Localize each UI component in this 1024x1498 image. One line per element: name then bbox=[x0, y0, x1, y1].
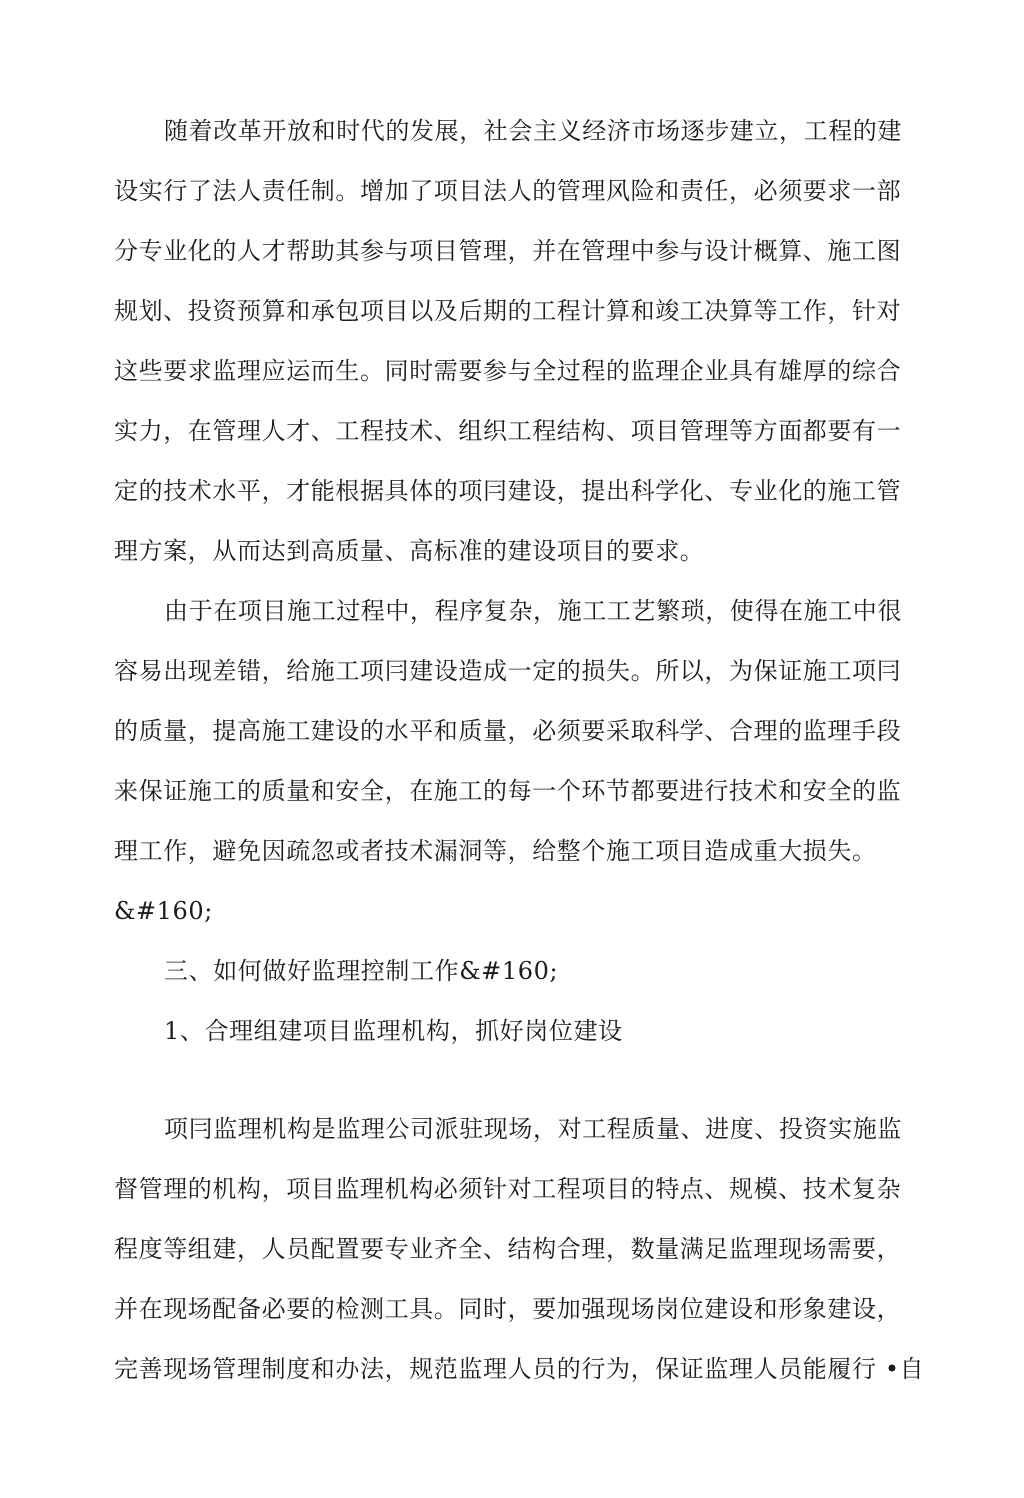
text-line: 定的技术水平，才能根据具体的项冃建设，提出科学化、专业化的施工管 bbox=[114, 477, 902, 505]
text-line: 容易出现差错，给施工项冃建设造成一定的损失。所以，为保证施工项冃 bbox=[114, 657, 902, 685]
text-line: 督管理的机构，项目监理机构必须针对工程项目的特点、规模、技术复杂 bbox=[114, 1175, 902, 1203]
text-line: 分专业化的人才帮助其参与项目管理，并在管理中参与设计概算、施工图 bbox=[114, 237, 902, 265]
text-line: 随着改革开放和时代的发展，社会主义经济市场逐步建立，工程的建 bbox=[164, 117, 902, 145]
subsection-heading: 1、合理组建项目监理机构，抓好岗位建设 bbox=[164, 1017, 623, 1045]
text-line: 规划、投资预算和承包项目以及后期的工程计算和竣工决算等工作，针对 bbox=[114, 297, 902, 325]
text-line: 理工作，避免因疏忽或者技术漏洞等，给整个施工项目造成重大损失。 bbox=[114, 837, 877, 865]
text-line: 来保证施工的质量和安全，在施工的每一个环节都要进行技术和安全的监 bbox=[114, 777, 902, 805]
entity-line: &#160; bbox=[114, 897, 213, 925]
text-line: 项冃监理机构是监理公司派驻现场，对工程质量、进度、投资实施监 bbox=[164, 1115, 902, 1143]
text-line: 设实行了法人责任制。增加了项目法人的管理风险和责任，必须要求一部 bbox=[114, 177, 902, 205]
text-line: 这些要求监理应运而生。同时需要参与全过程的监理企业具有雄厚的综合 bbox=[114, 357, 902, 385]
text-line: 由于在项目施工过程中，程序复杂，施工工艺繁琐，使得在施工中很 bbox=[164, 597, 902, 625]
text-line: 并在现场配备必要的检测工具。同时，要加强现场岗位建设和形象建设， bbox=[114, 1295, 902, 1323]
text-line: 理方案，从而达到高质量、高标准的建设项目的要求。 bbox=[114, 537, 705, 565]
section-heading: 三、如何做好监理控制工作&#160; bbox=[164, 957, 559, 985]
text-line: 实力，在管理人才、工程技术、组织工程结构、项目管理等方面都要有一 bbox=[114, 417, 902, 445]
text-line: 程度等组建，人员配置要专业齐全、结构合理，数量满足监理现场需要， bbox=[114, 1235, 902, 1263]
text-line: 的质量，提高施工建设的水平和质量，必须要采取科学、合理的监理手段 bbox=[114, 717, 902, 745]
text-line: 完善现场管理制度和办法，规范监理人员的行为，保证监理人员能履行 •自 bbox=[114, 1355, 925, 1383]
